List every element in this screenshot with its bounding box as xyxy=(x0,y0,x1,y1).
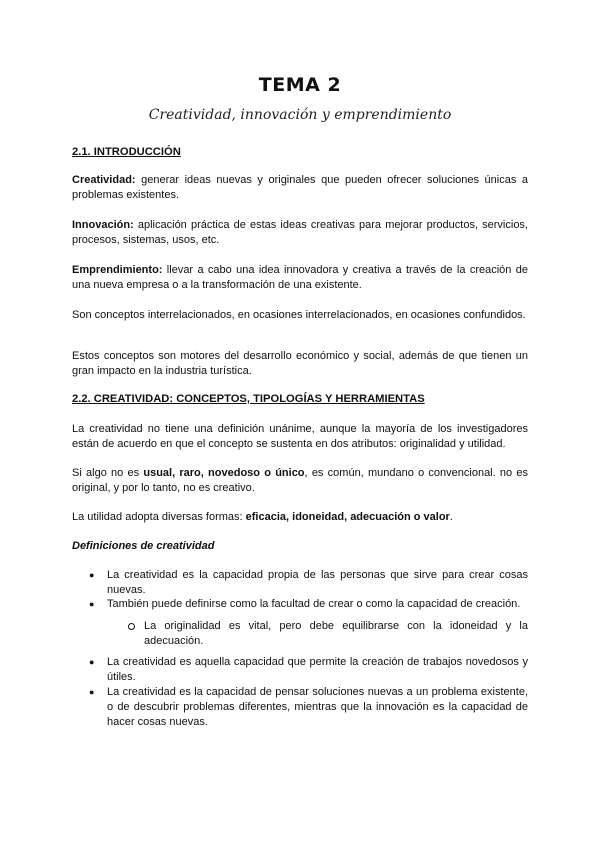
paragraph-innovacion xyxy=(72,218,528,248)
term-innovacion: Innovación: xyxy=(72,219,134,231)
text-fragment: La utilidad adopta diversas formas: xyxy=(72,511,246,523)
list-item: La creatividad es la capacidad propia de las personas que sirve para crear cosas nuevas. xyxy=(107,569,528,596)
paragraph-creatividad xyxy=(72,173,528,203)
definition-emprendimiento: llevar a cabo una idea innovadora y creativa a través de la creación de una nueva empresa o a la transformación de una existente. xyxy=(72,264,528,291)
definition-innovacion: aplicación práctica de estas ideas creativas para mejorar productos, servicios, procesos, sistemas, usos, etc. xyxy=(72,219,528,246)
bold-eficacia: eficacia, idoneidad, adecuación o valor xyxy=(245,511,450,523)
page-title: TEMA 2 xyxy=(258,74,342,96)
section-heading-introduccion: 2.1. INTRODUCCIÓN xyxy=(72,146,181,158)
page-subtitle: Creatividad, innovación y emprendimiento xyxy=(148,107,452,123)
term-emprendimiento: Emprendimiento: xyxy=(72,264,163,276)
paragraph-emprendimiento xyxy=(72,263,528,293)
subheading-definiciones: Definiciones de creatividad xyxy=(72,540,215,552)
bullet-dot-icon: ● xyxy=(89,657,95,667)
bold-usual-raro: usual, raro, novedoso o único xyxy=(143,467,305,479)
paragraph-conceptos-relacionados: Son conceptos interrelacionados, en ocasiones interrelacionados, en ocasiones confundidos. xyxy=(72,309,526,321)
list-item: También puede definirse como la facultad de crear o como la capacidad de creación. xyxy=(107,598,521,610)
term-creatividad: Creatividad: xyxy=(72,174,136,186)
bullet-dot-icon: ● xyxy=(89,599,95,609)
paragraph-utilidad xyxy=(72,510,528,525)
text-fragment: . xyxy=(449,511,453,523)
paragraph-originalidad xyxy=(72,466,528,496)
text-fragment: Si algo no es xyxy=(72,467,144,479)
section-heading-creatividad: 2.2. CREATIVIDAD: CONCEPTOS, TIPOLOGÍAS Y HERRAMIENTAS xyxy=(72,393,425,405)
paragraph-motores-desarrollo: Estos conceptos son motores del desarrollo económico y social, además de que tienen un gran impacto en la industria turística. xyxy=(72,350,528,377)
paragraph-definicion-unanime: La creatividad no tiene una definición unánime, aunque la mayoría de los investigadores están de acuerdo en que el concepto se sustenta en dos atributos: originalidad y utilidad. xyxy=(72,423,528,450)
definition-creatividad: generar ideas nuevas y originales que pueden ofrecer soluciones únicas a problemas existentes. xyxy=(72,174,528,201)
bullet-dot-icon: ● xyxy=(89,570,95,580)
sub-list-item: La originalidad es vital, pero debe equilibrarse con la idoneidad y la adecuación. xyxy=(144,620,528,647)
bullet-circle-icon xyxy=(128,623,135,630)
list-item: La creatividad es la capacidad de pensar soluciones nuevas a un problema existente, o de descubrir problemas diferentes, mientras que la innovación es la capacidad de hacer cosas nuevas. xyxy=(107,686,528,728)
list-item: La creatividad es aquella capacidad que permite la creación de trabajos novedosos y útiles. xyxy=(107,656,528,683)
text-fragment: , es común, mundano o convencional. no es original, y por lo tanto, no es creativo. xyxy=(72,467,529,494)
bullet-dot-icon: ● xyxy=(89,687,95,697)
